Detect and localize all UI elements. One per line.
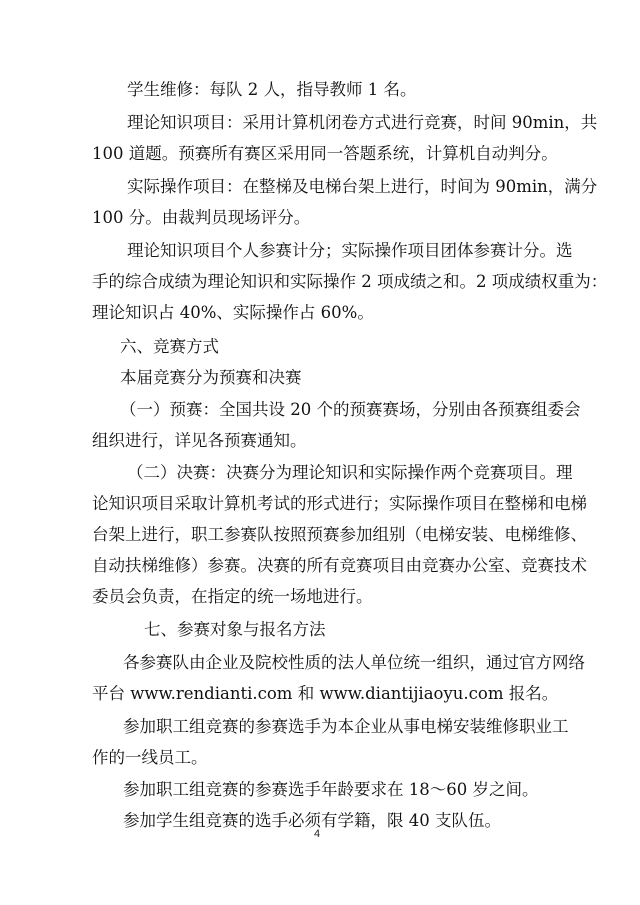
text-line: 论知识项目采取计算机考试的形式进行；实际操作项目在整梯和电梯	[92, 494, 587, 513]
text-line: （一）预赛：全国共设 20 个的预赛赛场，分别由各预赛组委会	[120, 400, 581, 419]
text-line: 自动扶梯维修）参赛。决赛的所有竞赛项目由竞赛办公室、竞赛技术	[92, 556, 587, 575]
text-line: 理论知识占 40%、实际操作占 60%。	[92, 303, 374, 322]
text-line: 组织进行，详见各预赛通知。	[92, 431, 307, 450]
text-line: 理论知识项目：采用计算机闭卷方式进行竞赛，时间 90min，共	[127, 113, 598, 132]
text-line: 参加职工组竞赛的参赛选手年龄要求在 18～60 岁之间。	[123, 780, 539, 799]
text-line: 委员会负责，在指定的统一场地进行。	[92, 587, 373, 606]
text-line: 作的一线员工。	[92, 748, 208, 767]
text-line: 平台 www.rendianti.com 和 www.diantijiaoyu.com 报名。	[92, 684, 559, 703]
text-line: 学生维修：每队 2 人，指导教师 1 名。	[127, 80, 417, 99]
text-line: 本届竞赛分为预赛和决赛	[120, 368, 302, 387]
text-line: 参加职工组竞赛的参赛选手为本企业从事电梯安装维修职业工	[123, 717, 569, 736]
text-line: 参加学生组竞赛的选手必须有学籍，限 40 支队伍。	[123, 811, 501, 830]
section-heading: 六、竞赛方式	[120, 337, 219, 356]
text-line: 台架上进行，职工参赛队按照预赛参加组别（电梯安装、电梯维修、	[92, 525, 587, 544]
text-line: （二）决赛：决赛分为理论知识和实际操作两个竞赛项目。理	[127, 463, 573, 482]
text-line: 理论知识项目个人参赛计分；实际操作项目团体参赛计分。选	[127, 241, 573, 260]
text-line: 各参赛队由企业及院校性质的法人单位统一组织，通过官方网络	[123, 653, 585, 672]
page-number: 4	[314, 828, 321, 840]
section-heading: 七、参赛对象与报名方法	[144, 620, 326, 639]
text-line: 100 道题。预赛所有赛区采用同一答题系统，计算机自动判分。	[92, 144, 558, 163]
text-line: 手的综合成绩为理论知识和实际操作 2 项成绩之和。2 项成绩权重为：	[92, 272, 608, 291]
text-line: 100 分。由裁判员现场评分。	[92, 208, 311, 227]
text-line: 实际操作项目：在整梯及电梯台架上进行，时间为 90min，满分	[127, 177, 598, 196]
